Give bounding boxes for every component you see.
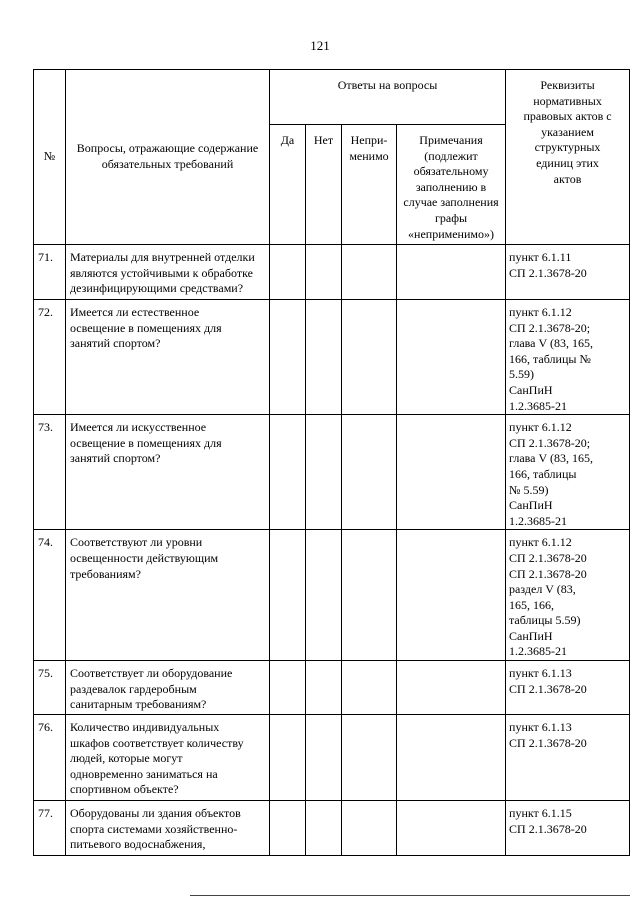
answer-no-cell[interactable] [306, 530, 342, 661]
answer-yes-cell[interactable] [270, 661, 306, 715]
notes-cell[interactable] [397, 300, 506, 415]
table-row [34, 300, 630, 415]
answer-na-cell[interactable] [342, 801, 397, 856]
notes-cell[interactable] [397, 715, 506, 801]
header-answers: Ответы на вопросы [270, 70, 506, 125]
requirements-table [33, 69, 630, 856]
header-questions: Вопросы, отражающие содержание обязательных требований [66, 70, 270, 245]
header-num: № [34, 70, 66, 245]
notes-cell[interactable] [397, 415, 506, 530]
answer-no-cell[interactable] [306, 415, 342, 530]
row-question: Соответствует ли оборудование раздевалок гардеробным санитарным требованиям? [66, 661, 270, 715]
table-row [34, 245, 630, 300]
answer-na-cell[interactable] [342, 300, 397, 415]
row-number: 75. [34, 661, 66, 715]
table-row [34, 530, 630, 661]
row-number: 74. [34, 530, 66, 661]
answer-na-cell[interactable] [342, 245, 397, 300]
row-requisites: пункт 6.1.12 СП 2.1.3678-20; глава V (83, 165, 166, таблицы № 5.59) СанПиН 1.2.3685-21 [506, 300, 630, 415]
row-requisites: пункт 6.1.12 СП 2.1.3678-20; глава V (83, 165, 166, таблицы № 5.59) СанПиН 1.2.3685-21 [506, 415, 630, 530]
page-bottom-rule [190, 895, 630, 896]
header-no: Нет [306, 125, 342, 245]
answer-yes-cell[interactable] [270, 300, 306, 415]
header-notes: Примечания (подлежит обязательному заполнению в случае заполнения графы «неприменимо») [397, 125, 506, 245]
row-question: Материалы для внутренней отделки являются устойчивыми к обработке дезинфицирующими средствами? [66, 245, 270, 300]
answer-yes-cell[interactable] [270, 415, 306, 530]
row-number: 71. [34, 245, 66, 300]
notes-cell[interactable] [397, 801, 506, 856]
answer-na-cell[interactable] [342, 661, 397, 715]
table-row [34, 661, 630, 715]
header-not-applicable: Непри- менимо [342, 125, 397, 245]
row-number: 76. [34, 715, 66, 801]
row-requisites: пункт 6.1.15 СП 2.1.3678-20 [506, 801, 630, 856]
row-number: 73. [34, 415, 66, 530]
row-number: 77. [34, 801, 66, 856]
table-row [34, 801, 630, 856]
notes-cell[interactable] [397, 661, 506, 715]
row-requisites: пункт 6.1.13 СП 2.1.3678-20 [506, 661, 630, 715]
header-yes: Да [270, 125, 306, 245]
answer-yes-cell[interactable] [270, 530, 306, 661]
row-question: Соответствуют ли уровни освещенности действующим требованиям? [66, 530, 270, 661]
notes-cell[interactable] [397, 530, 506, 661]
row-requisites: пункт 6.1.13 СП 2.1.3678-20 [506, 715, 630, 801]
answer-yes-cell[interactable] [270, 715, 306, 801]
header-requisites: Реквизиты нормативных правовых актов с указанием структурных единиц этих актов [506, 70, 630, 245]
answer-no-cell[interactable] [306, 300, 342, 415]
answer-na-cell[interactable] [342, 530, 397, 661]
page-number: 121 [310, 38, 330, 53]
answer-na-cell[interactable] [342, 415, 397, 530]
answer-no-cell[interactable] [306, 801, 342, 856]
table-row [34, 715, 630, 801]
answer-yes-cell[interactable] [270, 245, 306, 300]
notes-cell[interactable] [397, 245, 506, 300]
row-question: Имеется ли естественное освещение в помещениях для занятий спортом? [66, 300, 270, 415]
answer-yes-cell[interactable] [270, 801, 306, 856]
answer-na-cell[interactable] [342, 715, 397, 801]
row-question: Оборудованы ли здания объектов спорта системами хозяйственно- питьевого водоснабжения, [66, 801, 270, 856]
row-question: Количество индивидуальных шкафов соответствует количеству людей, которые могут одновременно заниматься на спортивном объекте? [66, 715, 270, 801]
table-row [34, 415, 630, 530]
row-requisites: пункт 6.1.12 СП 2.1.3678-20 СП 2.1.3678-20 раздел V (83, 165, 166, таблицы 5.59) СанПиН 1.2.3685-21 [506, 530, 630, 661]
row-number: 72. [34, 300, 66, 415]
row-question: Имеется ли искусственное освещение в помещениях для занятий спортом? [66, 415, 270, 530]
row-requisites: пункт 6.1.11 СП 2.1.3678-20 [506, 245, 630, 300]
answer-no-cell[interactable] [306, 245, 342, 300]
answer-no-cell[interactable] [306, 715, 342, 801]
answer-no-cell[interactable] [306, 661, 342, 715]
